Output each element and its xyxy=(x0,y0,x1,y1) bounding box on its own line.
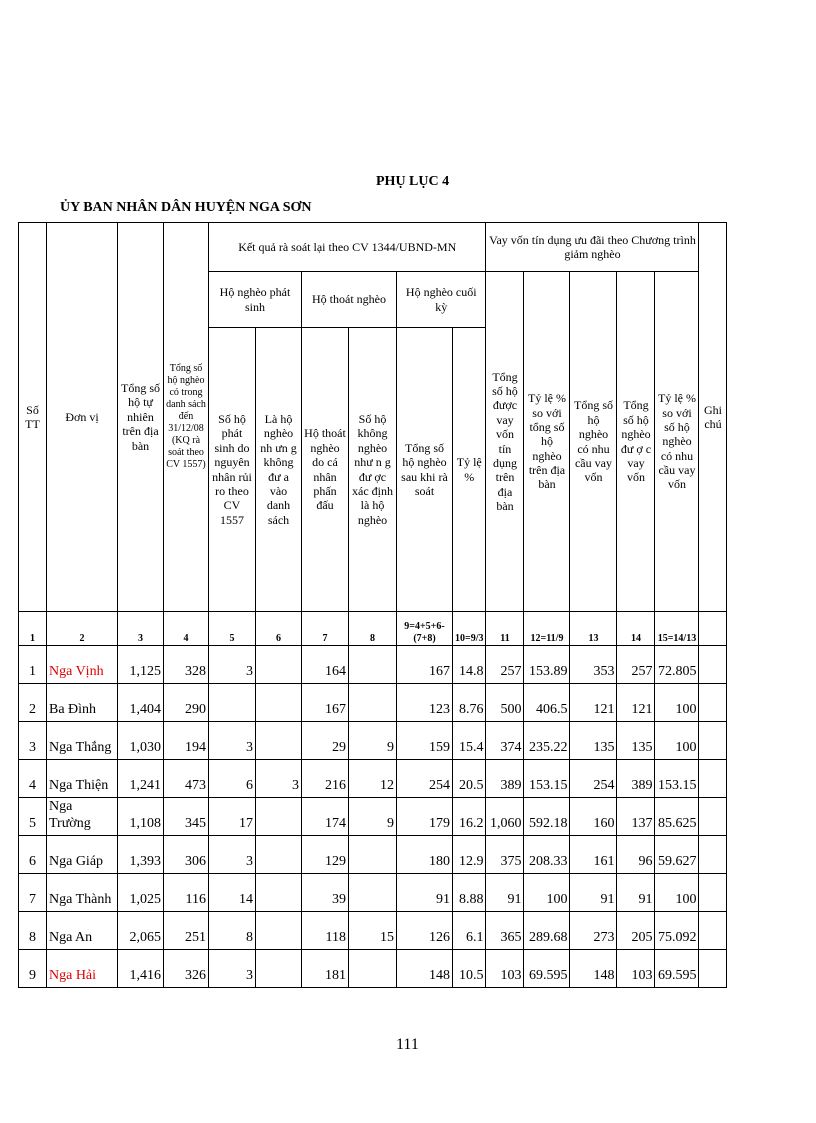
row-cell-c12: 208.33 xyxy=(524,836,570,874)
row-cell-c10: 6.1 xyxy=(453,912,486,950)
row-cell-c14: 103 xyxy=(617,950,655,988)
row-unit-name: Nga Thắng xyxy=(47,722,118,760)
header-review-group: Kết quả rà soát lại theo CV 1344/UBND-MN xyxy=(209,223,486,272)
column-number: 12=11/9 xyxy=(524,612,570,646)
row-cell-c12: 153.89 xyxy=(524,646,570,684)
poverty-table xyxy=(18,222,727,988)
header-new-poor-risk: Số hộ phát sinh do nguyên nhân rủi ro theo CV 1557 xyxy=(209,328,256,612)
row-cell-c16 xyxy=(699,646,727,684)
row-cell-c7: 29 xyxy=(302,722,349,760)
header-loan-got: Tổng số hộ nghèo đư ợ c vay vốn xyxy=(617,272,655,612)
row-cell-c9: 126 xyxy=(397,912,453,950)
row-cell-c3: 1,393 xyxy=(118,836,164,874)
row-cell-c6 xyxy=(256,684,302,722)
row-cell-c10: 8.76 xyxy=(453,684,486,722)
row-cell-c4: 290 xyxy=(164,684,209,722)
table-row xyxy=(19,874,727,912)
row-stt: 9 xyxy=(19,950,47,988)
header-end-group: Hộ nghèo cuối kỳ xyxy=(397,272,486,328)
row-cell-c11: 1,060 xyxy=(486,798,524,836)
header-poor-households: Tổng số hộ nghèo có trong danh sách đến 31/12/08 (KQ rà soát theo CV 1557) xyxy=(164,223,209,612)
column-number xyxy=(699,612,727,646)
column-number: 10=9/3 xyxy=(453,612,486,646)
row-cell-c14: 389 xyxy=(617,760,655,798)
row-cell-c13: 91 xyxy=(570,874,617,912)
row-cell-c3: 1,241 xyxy=(118,760,164,798)
column-number: 11 xyxy=(486,612,524,646)
row-cell-c15: 69.595 xyxy=(655,950,699,988)
row-cell-c8: 12 xyxy=(349,760,397,798)
row-cell-c9: 180 xyxy=(397,836,453,874)
row-unit-name: Nga Trường xyxy=(47,798,118,836)
header-new-poor-group: Hộ nghèo phát sinh xyxy=(209,272,302,328)
row-cell-c7: 216 xyxy=(302,760,349,798)
row-cell-c12: 100 xyxy=(524,874,570,912)
row-cell-c13: 121 xyxy=(570,684,617,722)
row-cell-c16 xyxy=(699,722,727,760)
row-cell-c5: 17 xyxy=(209,798,256,836)
column-number: 5 xyxy=(209,612,256,646)
row-cell-c7: 129 xyxy=(302,836,349,874)
table-row xyxy=(19,646,727,684)
row-cell-c4: 194 xyxy=(164,722,209,760)
row-unit-name: Nga Giáp xyxy=(47,836,118,874)
row-stt: 3 xyxy=(19,722,47,760)
row-stt: 4 xyxy=(19,760,47,798)
row-cell-c7: 181 xyxy=(302,950,349,988)
row-unit-name: Nga An xyxy=(47,912,118,950)
row-unit-name: Nga Thành xyxy=(47,874,118,912)
row-cell-c11: 375 xyxy=(486,836,524,874)
row-cell-c13: 254 xyxy=(570,760,617,798)
column-number: 2 xyxy=(47,612,118,646)
data-rows xyxy=(19,646,727,988)
row-cell-c15: 100 xyxy=(655,874,699,912)
row-unit-name: Nga Thiện xyxy=(47,760,118,798)
table-row xyxy=(19,684,727,722)
row-cell-c4: 328 xyxy=(164,646,209,684)
row-cell-c11: 389 xyxy=(486,760,524,798)
row-cell-c7: 39 xyxy=(302,874,349,912)
row-cell-c5: 3 xyxy=(209,722,256,760)
row-cell-c9: 254 xyxy=(397,760,453,798)
row-cell-c8 xyxy=(349,684,397,722)
header-note: Ghi chú xyxy=(699,223,727,612)
row-cell-c4: 473 xyxy=(164,760,209,798)
row-cell-c14: 91 xyxy=(617,874,655,912)
row-cell-c14: 137 xyxy=(617,798,655,836)
table-row xyxy=(19,950,727,988)
row-cell-c13: 273 xyxy=(570,912,617,950)
row-cell-c15: 72.805 xyxy=(655,646,699,684)
row-cell-c10: 16.2 xyxy=(453,798,486,836)
row-stt: 7 xyxy=(19,874,47,912)
row-cell-c4: 116 xyxy=(164,874,209,912)
row-cell-c14: 135 xyxy=(617,722,655,760)
row-cell-c7: 174 xyxy=(302,798,349,836)
row-cell-c9: 148 xyxy=(397,950,453,988)
row-cell-c6 xyxy=(256,722,302,760)
row-cell-c16 xyxy=(699,684,727,722)
header-escaped-self: Hộ thoát nghèo do cá nhân phấn đấu xyxy=(302,328,349,612)
row-cell-c13: 160 xyxy=(570,798,617,836)
row-cell-c12: 69.595 xyxy=(524,950,570,988)
row-cell-c16 xyxy=(699,874,727,912)
column-number-row xyxy=(19,612,727,646)
row-cell-c3: 2,065 xyxy=(118,912,164,950)
row-cell-c9: 159 xyxy=(397,722,453,760)
column-number: 8 xyxy=(349,612,397,646)
table-row xyxy=(19,912,727,950)
row-cell-c6 xyxy=(256,798,302,836)
row-cell-c3: 1,125 xyxy=(118,646,164,684)
row-cell-c13: 161 xyxy=(570,836,617,874)
appendix-title: PHỤ LỤC 4 xyxy=(376,174,450,189)
row-cell-c8: 15 xyxy=(349,912,397,950)
row-cell-c12: 289.68 xyxy=(524,912,570,950)
column-number: 15=14/13 xyxy=(655,612,699,646)
table-row xyxy=(19,836,727,874)
row-cell-c16 xyxy=(699,836,727,874)
row-cell-c5: 3 xyxy=(209,646,256,684)
row-cell-c6 xyxy=(256,912,302,950)
row-cell-c12: 592.18 xyxy=(524,798,570,836)
row-cell-c5: 6 xyxy=(209,760,256,798)
row-cell-c12: 235.22 xyxy=(524,722,570,760)
row-cell-c7: 167 xyxy=(302,684,349,722)
column-number: 14 xyxy=(617,612,655,646)
row-cell-c8 xyxy=(349,836,397,874)
row-cell-c5: 3 xyxy=(209,950,256,988)
row-cell-c4: 251 xyxy=(164,912,209,950)
column-number: 3 xyxy=(118,612,164,646)
row-cell-c6 xyxy=(256,874,302,912)
row-cell-c4: 306 xyxy=(164,836,209,874)
row-stt: 2 xyxy=(19,684,47,722)
row-cell-c13: 135 xyxy=(570,722,617,760)
row-cell-c5: 14 xyxy=(209,874,256,912)
header-end-rate: Tỷ lệ % xyxy=(453,328,486,612)
column-number: 13 xyxy=(570,612,617,646)
row-unit-name: Nga Hải xyxy=(47,950,118,988)
row-cell-c10: 10.5 xyxy=(453,950,486,988)
header-loan-need: Tổng số hộ nghèo có nhu cầu vay vốn xyxy=(570,272,617,612)
row-cell-c8 xyxy=(349,874,397,912)
row-cell-c6 xyxy=(256,836,302,874)
row-cell-c12: 153.15 xyxy=(524,760,570,798)
row-cell-c10: 12.9 xyxy=(453,836,486,874)
row-cell-c13: 148 xyxy=(570,950,617,988)
row-cell-c16 xyxy=(699,950,727,988)
row-cell-c9: 91 xyxy=(397,874,453,912)
row-cell-c3: 1,025 xyxy=(118,874,164,912)
row-stt: 8 xyxy=(19,912,47,950)
row-cell-c9: 123 xyxy=(397,684,453,722)
table-row xyxy=(19,760,727,798)
row-cell-c16 xyxy=(699,760,727,798)
column-number: 1 xyxy=(19,612,47,646)
row-cell-c7: 118 xyxy=(302,912,349,950)
row-cell-c7: 164 xyxy=(302,646,349,684)
row-cell-c10: 15.4 xyxy=(453,722,486,760)
row-unit-name: Ba Đình xyxy=(47,684,118,722)
row-cell-c11: 103 xyxy=(486,950,524,988)
row-cell-c15: 100 xyxy=(655,722,699,760)
row-cell-c16 xyxy=(699,798,727,836)
column-number: 4 xyxy=(164,612,209,646)
row-cell-c5: 3 xyxy=(209,836,256,874)
table-row xyxy=(19,798,727,836)
row-cell-c15: 85.625 xyxy=(655,798,699,836)
row-cell-c11: 257 xyxy=(486,646,524,684)
header-escaped-group: Hộ thoát nghèo xyxy=(302,272,397,328)
row-cell-c10: 14.8 xyxy=(453,646,486,684)
column-number: 9=4+5+6-(7+8) xyxy=(397,612,453,646)
row-cell-c3: 1,030 xyxy=(118,722,164,760)
row-cell-c5 xyxy=(209,684,256,722)
row-cell-c9: 167 xyxy=(397,646,453,684)
row-cell-c3: 1,416 xyxy=(118,950,164,988)
table-row xyxy=(19,722,727,760)
row-cell-c15: 59.627 xyxy=(655,836,699,874)
row-cell-c14: 96 xyxy=(617,836,655,874)
row-cell-c15: 153.15 xyxy=(655,760,699,798)
row-cell-c6 xyxy=(256,646,302,684)
row-cell-c14: 205 xyxy=(617,912,655,950)
row-unit-name: Nga Vịnh xyxy=(47,646,118,684)
row-cell-c3: 1,108 xyxy=(118,798,164,836)
row-cell-c14: 257 xyxy=(617,646,655,684)
page-number: 111 xyxy=(396,1036,419,1053)
row-cell-c9: 179 xyxy=(397,798,453,836)
header-not-poor: Số hộ không nghèo như n g đư ợc xác định là hộ nghèo xyxy=(349,328,397,612)
column-number: 7 xyxy=(302,612,349,646)
header-loan-group: Vay vốn tín dụng ưu đãi theo Chương trình giảm nghèo xyxy=(486,223,699,272)
row-cell-c8: 9 xyxy=(349,722,397,760)
row-cell-c8 xyxy=(349,646,397,684)
row-cell-c3: 1,404 xyxy=(118,684,164,722)
row-cell-c11: 374 xyxy=(486,722,524,760)
row-cell-c4: 345 xyxy=(164,798,209,836)
row-stt: 1 xyxy=(19,646,47,684)
row-cell-c10: 20.5 xyxy=(453,760,486,798)
row-stt: 6 xyxy=(19,836,47,874)
organization-name: ỦY BAN NHÂN DÂN HUYỆN NGA SƠN xyxy=(60,200,312,215)
row-cell-c8: 9 xyxy=(349,798,397,836)
row-cell-c5: 8 xyxy=(209,912,256,950)
row-cell-c12: 406.5 xyxy=(524,684,570,722)
row-cell-c16 xyxy=(699,912,727,950)
row-cell-c13: 353 xyxy=(570,646,617,684)
row-cell-c11: 365 xyxy=(486,912,524,950)
header-loan-total: Tổng số hộ được vay vốn tín dụng trên địa bàn xyxy=(486,272,524,612)
row-cell-c4: 326 xyxy=(164,950,209,988)
row-cell-c15: 75.092 xyxy=(655,912,699,950)
header-loan-need-rate: Tỷ lệ % so với số hộ nghèo có nhu cầu vay vốn xyxy=(655,272,699,612)
row-cell-c11: 500 xyxy=(486,684,524,722)
row-cell-c8 xyxy=(349,950,397,988)
row-cell-c14: 121 xyxy=(617,684,655,722)
row-stt: 5 xyxy=(19,798,47,836)
column-number: 6 xyxy=(256,612,302,646)
header-unit: Đơn vị xyxy=(47,223,118,612)
header-not-listed: Là hộ nghèo nh ưn g không đư a vào danh sách xyxy=(256,328,302,612)
header-loan-rate: Tỷ lệ % so với tổng số hộ nghèo trên địa bàn xyxy=(524,272,570,612)
row-cell-c6: 3 xyxy=(256,760,302,798)
row-cell-c15: 100 xyxy=(655,684,699,722)
header-total-households: Tổng số hộ tự nhiên trên địa bàn xyxy=(118,223,164,612)
header-stt: Số TT xyxy=(19,223,47,612)
row-cell-c10: 8.88 xyxy=(453,874,486,912)
header-end-total: Tổng số hộ nghèo sau khi rà soát xyxy=(397,328,453,612)
row-cell-c6 xyxy=(256,950,302,988)
row-cell-c11: 91 xyxy=(486,874,524,912)
